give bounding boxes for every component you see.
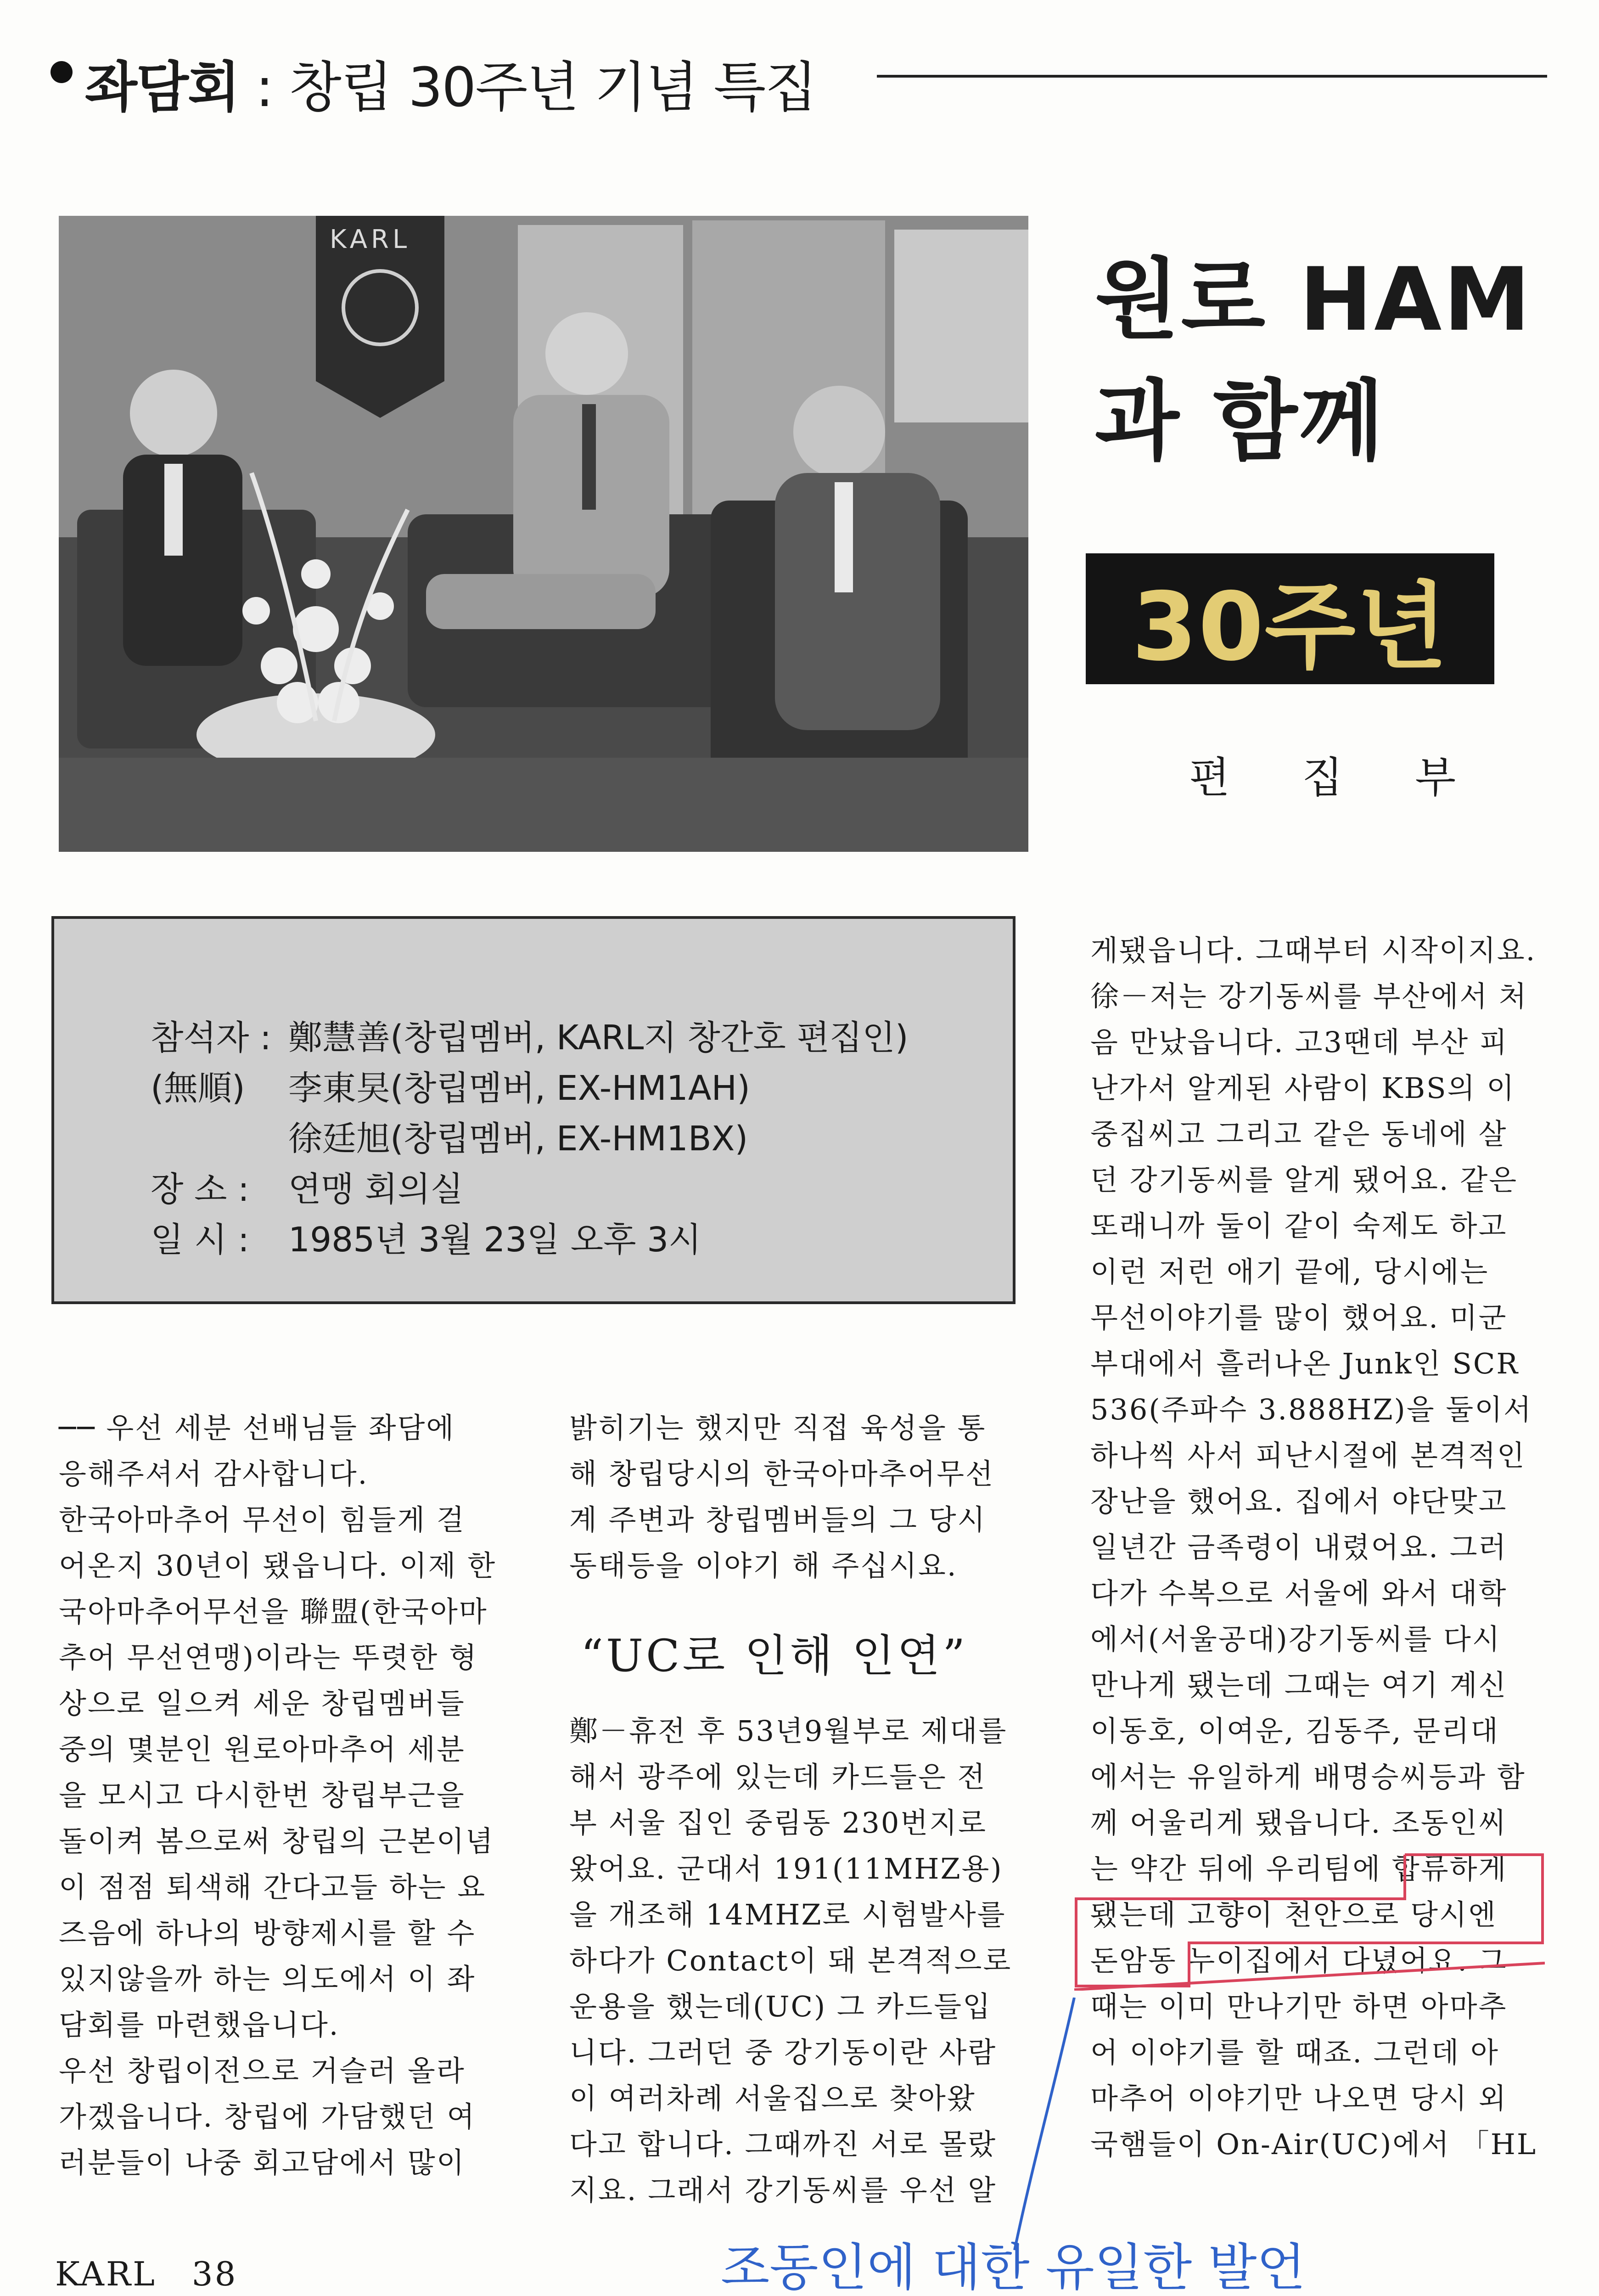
- text-line: 가겠읍니다. 창립에 가담했던 여: [59, 2100, 476, 2133]
- title-line-2: 과 함께: [1095, 371, 1386, 472]
- badge-text: 30주년: [1132, 573, 1448, 682]
- body-column-1: [59, 1405, 496, 2186]
- text-line: 난가서 알게된 사람이 KBS의 이: [1090, 1071, 1515, 1105]
- anniversary-badge: [1086, 553, 1494, 684]
- text-line: 돌이켜 봄으로써 창립의 근본이념: [59, 1824, 494, 1858]
- text-line: 중의 몇분인 원로아마추어 세분: [59, 1733, 466, 1766]
- text-line: 담회를 마련했읍니다.: [59, 2008, 340, 2042]
- text-line: 536(주파수 3.888HZ)을 둘이서: [1090, 1393, 1533, 1426]
- text-line: 마추어 이야기만 나오면 당시 외: [1090, 2082, 1508, 2115]
- text-line: 러분들이 나중 회고담에서 많이: [59, 2146, 466, 2179]
- text-line: 하나씩 사서 피난시절에 본격적인: [1090, 1439, 1526, 1472]
- text-line: 게됐읍니다. 그때부터 시작이지요.: [1090, 934, 1537, 967]
- text-line: 니다. 그러던 중 강기동이란 사람: [569, 2036, 997, 2069]
- text-line: 때는 이미 만나기만 하면 아마추: [1090, 1990, 1508, 2023]
- text-line: 일년간 금족령이 내렸어요. 그러: [1090, 1531, 1508, 1564]
- text-line: 상으로 일으켜 세운 창립멤버들: [59, 1687, 466, 1720]
- text-line: 에서(서울공대)강기동씨를 다시: [1090, 1622, 1501, 1656]
- section-header: [50, 39, 1547, 119]
- article-photo: [59, 216, 1028, 852]
- text-line: 한국아마추어 무선이 힘들게 걸: [59, 1503, 466, 1536]
- text-line: 돈암동 누이집에서 다녔어요. 그: [1090, 1944, 1508, 1977]
- text-line: 하다가 Contact이 돼 본격적으로: [569, 1944, 1012, 1977]
- annotation-text: 조동인에 대한 유일한 발언: [721, 2238, 1306, 2296]
- text-line: 徐－저는 강기동씨를 부산에서 처: [1090, 979, 1528, 1013]
- text-line: 계 주변과 창립멤버들의 그 당시: [569, 1503, 987, 1536]
- subheading: “UC로 인해 인연”: [581, 1630, 968, 1682]
- title-line-1: 원로 HAM: [1095, 249, 1532, 350]
- text-line: 이 점점 퇴색해 간다고들 하는 요: [59, 1870, 487, 1904]
- text-line: 어 이야기를 할 때죠. 그런데 아: [1090, 2036, 1499, 2069]
- magazine-name: KARL: [55, 2255, 157, 2293]
- header-rule: [877, 75, 1547, 78]
- info-value: 연맹 회의실: [288, 1170, 463, 1209]
- text-line: 는 약간 뒤에 우리팀에 합류하게: [1090, 1852, 1508, 1885]
- text-line: 다고 합니다. 그때까진 서로 몰랐: [569, 2127, 997, 2161]
- text-line: 국아마추어무선을 聯盟(한국아마: [59, 1595, 488, 1628]
- info-label: (無順): [151, 1069, 245, 1108]
- author-credit: 편 집 부: [1189, 753, 1486, 802]
- text-line: 즈음에 하나의 방향제시를 할 수: [59, 1916, 476, 1950]
- text-line: 밝히기는 했지만 직접 육성을 통: [569, 1411, 987, 1445]
- header-separator: :: [239, 56, 289, 119]
- text-line: 우선 창립이전으로 거슬러 올라: [59, 2054, 466, 2088]
- text-line: 부대에서 흘러나온 Junk인 SCR: [1090, 1347, 1520, 1380]
- text-line: ── 우선 세분 선배님들 좌담에: [59, 1411, 455, 1445]
- annotation-connector: [1005, 1998, 1079, 2255]
- text-line: 국햄들이 On-Air(UC)에서 「HL: [1090, 2127, 1537, 2161]
- text-line: 장난을 했어요. 집에서 야단맞고: [1090, 1485, 1508, 1518]
- text-line: 다가 수복으로 서울에 와서 대학: [1090, 1576, 1508, 1610]
- text-line: 이런 저런 애기 끝에, 당시에는: [1090, 1255, 1489, 1289]
- text-line: 을 개조해 14MHZ로 시험발사를: [569, 1898, 1006, 1931]
- text-line: 이 여러차례 서울집으로 찾아왔: [569, 2082, 976, 2115]
- text-line: 을 모시고 다시한번 창립부근을: [59, 1778, 466, 1812]
- info-value: 鄭慧善(창립멤버, KARL지 창간호 편집인): [288, 1018, 909, 1058]
- text-line: 응해주셔서 감사합니다.: [59, 1457, 369, 1491]
- text-line: 중집씨고 그리고 같은 동네에 살: [1090, 1117, 1508, 1151]
- info-label: 일 시 :: [151, 1220, 249, 1260]
- info-value: 李東旲(창립멤버, EX-HM1AH): [288, 1069, 751, 1108]
- text-line: 어온지 30년이 됐읍니다. 이제 한: [59, 1549, 497, 1582]
- info-value: 1985년 3월 23일 오후 3시: [288, 1220, 701, 1260]
- text-line: 동태등을 이야기 해 주십시요.: [569, 1549, 958, 1582]
- text-line: 에서는 유일하게 배명승씨등과 함: [1090, 1760, 1526, 1794]
- text-line: 또래니까 둘이 같이 숙제도 하고: [1090, 1209, 1508, 1243]
- participants-info-box: [51, 916, 1016, 1304]
- text-line: 해 창립당시의 한국아마추어무선: [569, 1457, 994, 1491]
- photo-of-three-men-seated: [59, 216, 1028, 852]
- text-line: 왔어요. 군대서 191(11MHZ용): [569, 1852, 1003, 1885]
- text-line: 鄭－휴전 후 53년9월부로 제대를: [569, 1714, 1008, 1748]
- section-label: 좌담회: [85, 56, 239, 119]
- info-value: 徐廷旭(창립멤버, EX-HM1BX): [288, 1119, 748, 1159]
- info-label: 참석자 :: [151, 1018, 271, 1058]
- text-line: 음 만났읍니다. 고3땐데 부산 피: [1090, 1025, 1509, 1059]
- section-subtitle: 창립 30주년 기념 특집: [289, 56, 817, 119]
- page-number: 38: [191, 2255, 238, 2293]
- text-line: 있지않을까 하는 의도에서 이 좌: [59, 1962, 476, 1996]
- banner-text: KARL: [330, 225, 411, 254]
- page-footer: [55, 2255, 237, 2293]
- article-title: [1095, 239, 1532, 482]
- text-line: 운용을 했는데(UC) 그 카드들입: [569, 1990, 992, 2023]
- bullet-icon: [50, 61, 73, 83]
- highlight-box: [1074, 1853, 1545, 1991]
- text-line: 이동호, 이여운, 김동주, 문리대: [1090, 1714, 1499, 1748]
- text-line: 추어 무선연맹)이라는 뚜렷한 형: [59, 1641, 478, 1674]
- text-line: 무선이야기를 많이 했어요. 미군: [1090, 1301, 1508, 1334]
- text-line: 됐는데 고향이 천안으로 당시엔: [1090, 1898, 1497, 1931]
- text-line: 해서 광주에 있는데 카드들은 전: [569, 1760, 987, 1794]
- text-line: 부 서울 집인 중림동 230번지로: [569, 1806, 987, 1840]
- text-line: 던 강기동씨를 알게 됐어요. 같은: [1090, 1163, 1518, 1197]
- text-line: 께 어울리게 됐읍니다. 조동인씨: [1090, 1806, 1508, 1840]
- text-line: 지요. 그래서 강기동씨를 우선 알: [569, 2173, 997, 2207]
- body-column-2-top: [569, 1405, 994, 1589]
- info-label: 장 소 :: [151, 1170, 249, 1209]
- body-column-2-bottom: [569, 1708, 1012, 2213]
- text-line: 만나게 됐는데 그때는 여기 계신: [1090, 1668, 1508, 1702]
